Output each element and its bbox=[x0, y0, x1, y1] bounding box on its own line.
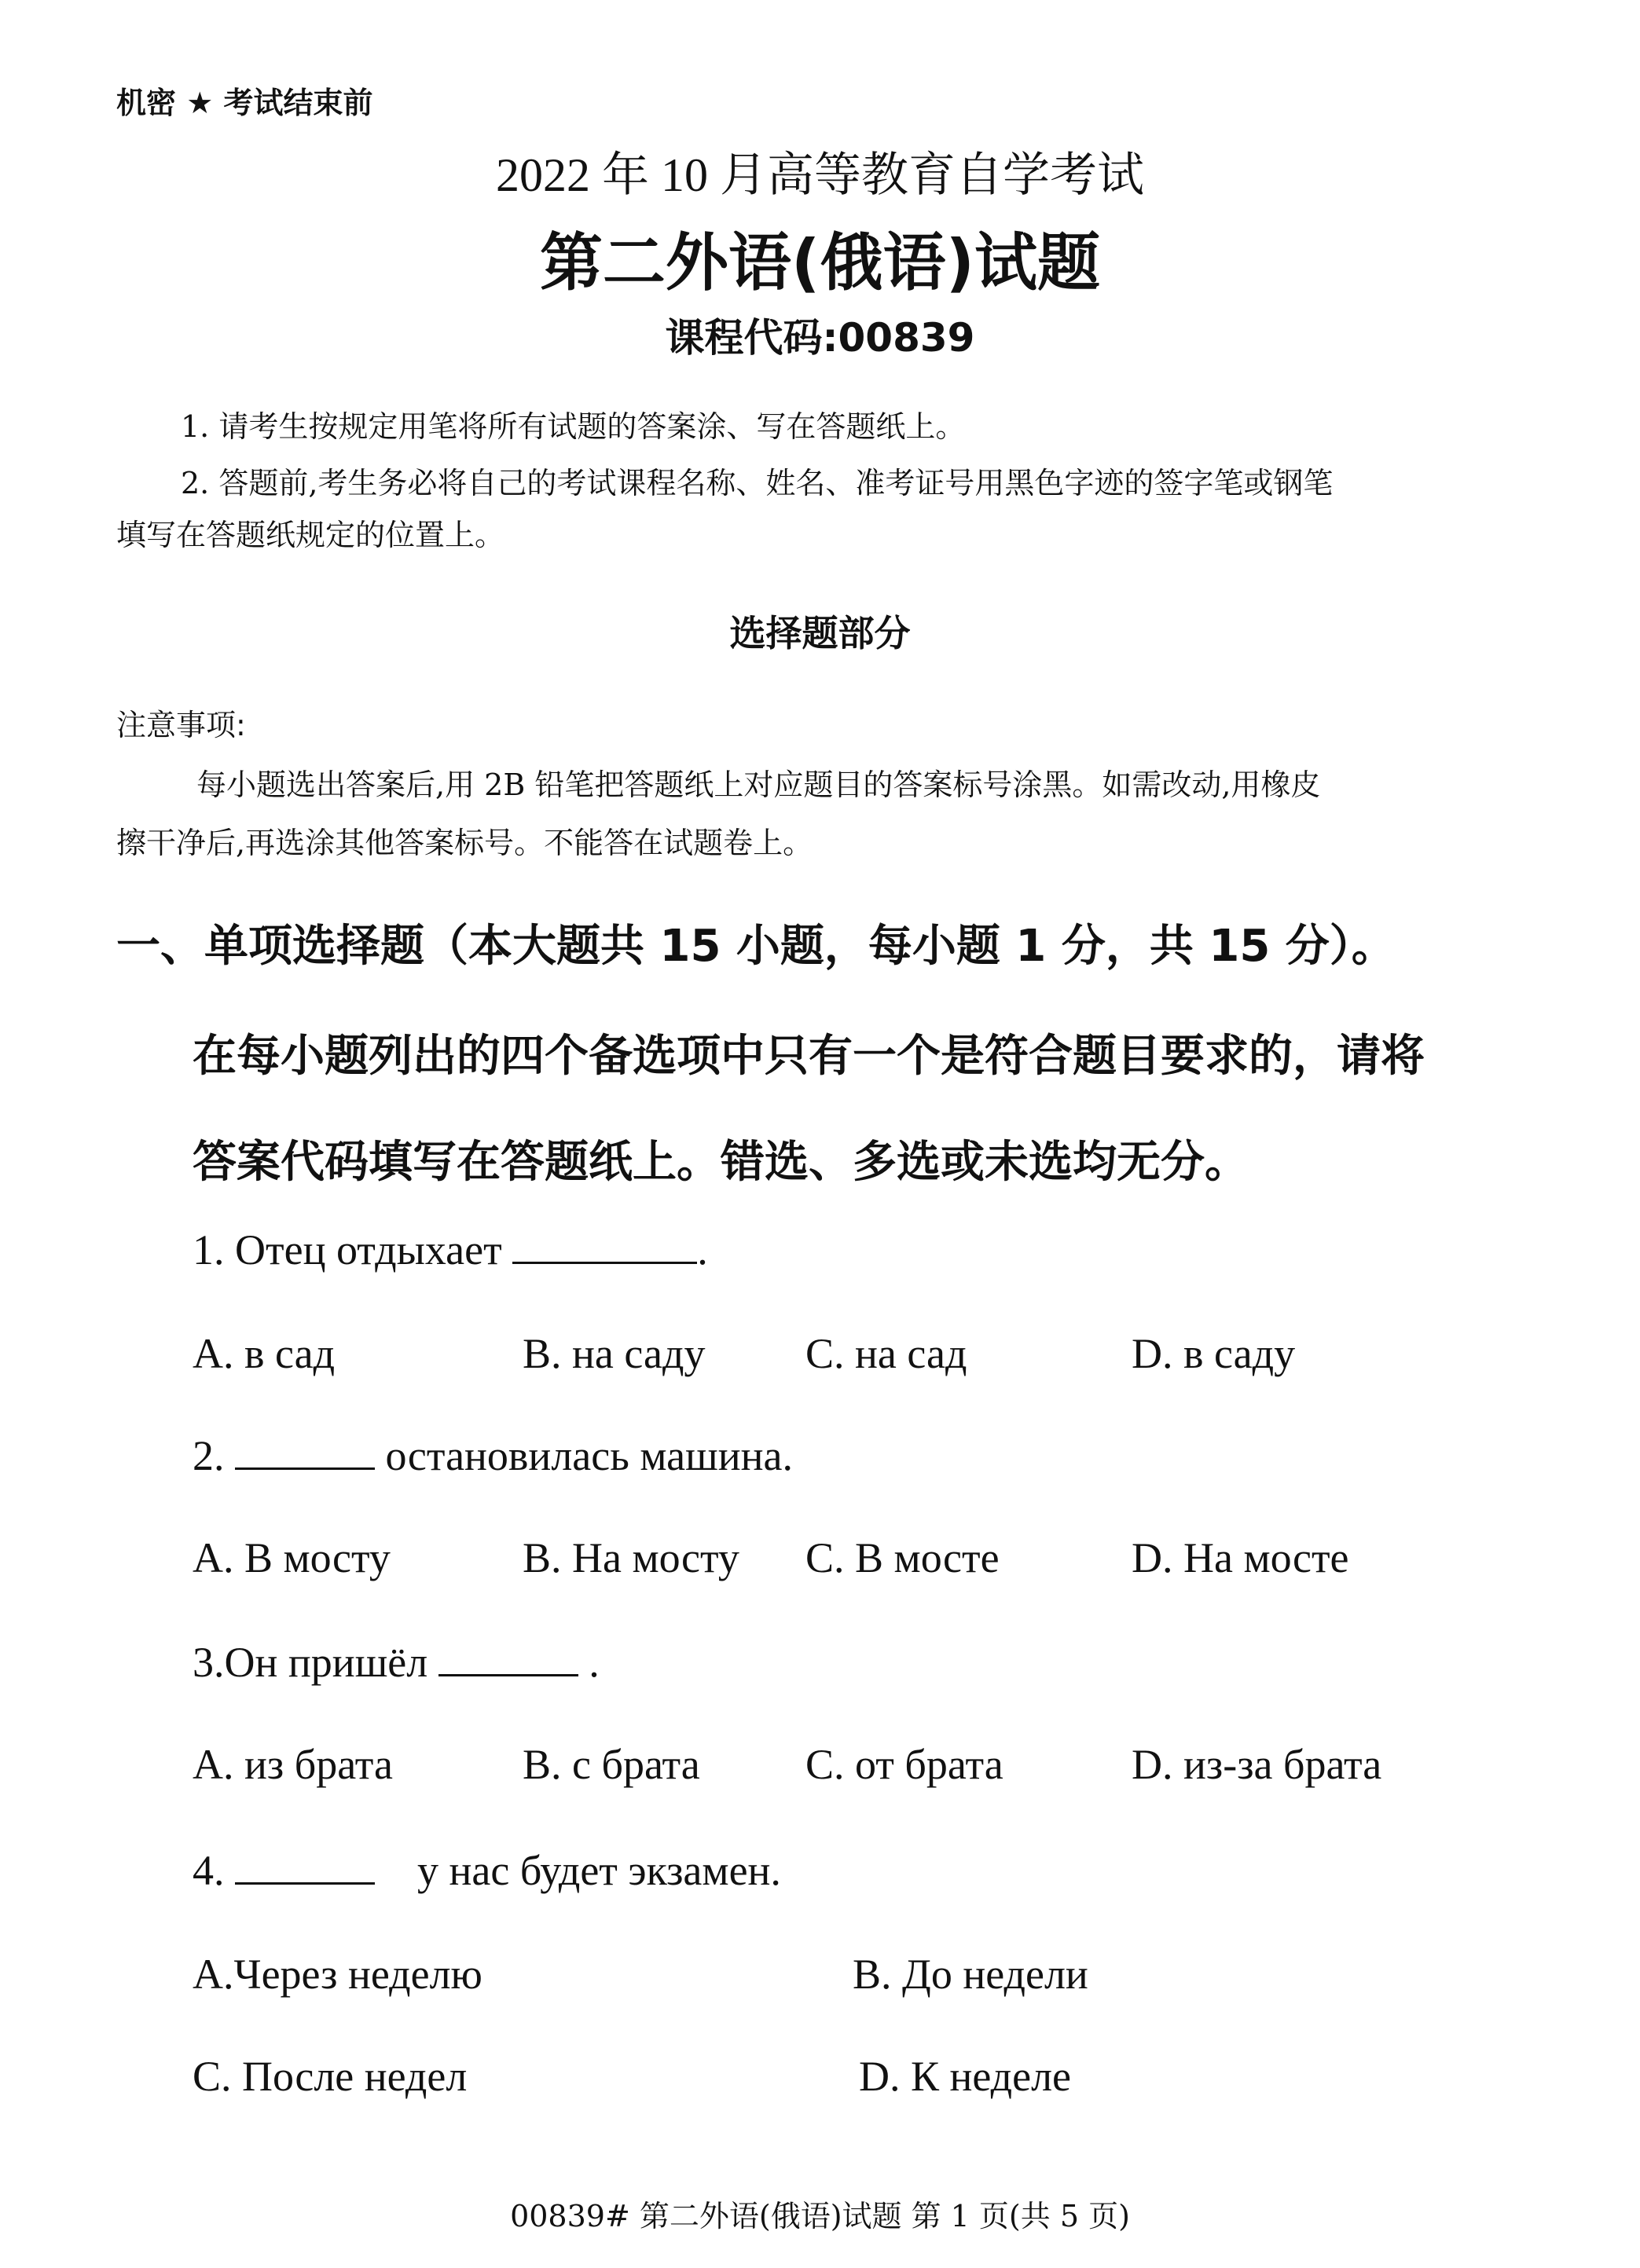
question-2-option-d: D. На мосте bbox=[1132, 1534, 1349, 1581]
question-1-option-b: B. на саду bbox=[523, 1330, 706, 1377]
question-3-prefix: 3.Он пришёл bbox=[193, 1639, 438, 1686]
question-4-option-a: A.Через неделю bbox=[193, 1951, 482, 1998]
question-1-option-c: C. на сад bbox=[805, 1330, 967, 1377]
instruction-2-line2: 填写在答题纸规定的位置上。 bbox=[116, 518, 505, 552]
question-1-stem bbox=[193, 1226, 708, 1274]
answer-blank bbox=[235, 1881, 375, 1885]
question-4-option-b: B. До недели bbox=[853, 1951, 1088, 1998]
question-4-stem bbox=[193, 1846, 781, 1895]
confidential-label: 机密 ★ 考试结束前 bbox=[116, 86, 373, 120]
question-4-prefix: 4. bbox=[193, 1847, 235, 1894]
notice-line1: 每小题选出答案后,用 2B 铅笔把答题纸上对应题目的答案标号涂黑。如需改动,用橡皮 bbox=[196, 768, 1321, 802]
instruction-1: 1. 请考生按规定用笔将所有试题的答案涂、写在答题纸上。 bbox=[181, 409, 966, 444]
part1-heading: 一、单项选择题（本大题共 15 小题，每小题 1 分，共 15 分）。 bbox=[116, 921, 1396, 972]
notice-label: 注意事项: bbox=[116, 708, 246, 742]
notice-line2: 擦干净后,再选涂其他答案标号。不能答在试题卷上。 bbox=[116, 826, 813, 860]
question-3-option-a: A. из брата bbox=[193, 1741, 393, 1788]
answer-blank bbox=[235, 1467, 375, 1470]
question-3-option-c: C. от брата bbox=[805, 1741, 1003, 1788]
page-footer: 00839# 第二外语(俄语)试题 第 1 页(共 5 页) bbox=[510, 2199, 1130, 2233]
answer-blank bbox=[512, 1261, 697, 1264]
question-1-suffix: . bbox=[697, 1226, 708, 1273]
course-code: 课程代码:00839 bbox=[665, 315, 975, 361]
question-1-option-a: A. в сад bbox=[193, 1330, 336, 1377]
question-2-option-c: C. В мосте bbox=[805, 1534, 1000, 1581]
question-1-option-d: D. в саду bbox=[1132, 1330, 1296, 1377]
part1-instruction-line2: 答案代码填写在答题纸上。错选、多选或未选均无分。 bbox=[193, 1137, 1249, 1188]
question-3-option-b: B. с брата bbox=[523, 1741, 700, 1788]
question-2-stem bbox=[193, 1431, 793, 1480]
question-1-prefix: 1. Отец отдыхает bbox=[193, 1226, 513, 1273]
question-3-stem bbox=[193, 1638, 600, 1687]
question-4-suffix: у нас будет экзамен. bbox=[375, 1847, 781, 1894]
question-3-suffix: . bbox=[578, 1639, 600, 1686]
section-title: 选择题部分 bbox=[729, 612, 911, 654]
question-2-prefix: 2. bbox=[193, 1432, 235, 1479]
question-2-option-a: A. В мосту bbox=[193, 1534, 391, 1581]
question-2-option-b: B. На мосту bbox=[523, 1534, 739, 1581]
question-4-option-c: C. После недел bbox=[193, 2053, 468, 2100]
part1-instruction-line1: 在每小题列出的四个备选项中只有一个是符合题目要求的，请将 bbox=[193, 1031, 1425, 1082]
paper-title: 第二外语(俄语)试题 bbox=[539, 226, 1101, 299]
answer-blank bbox=[438, 1673, 578, 1676]
question-3-option-d: D. из-за брата bbox=[1132, 1741, 1382, 1788]
question-4-option-d: D. К неделе bbox=[859, 2053, 1072, 2100]
question-2-suffix: остановилась машина. bbox=[375, 1432, 793, 1479]
instruction-2-line1: 2. 答题前,考生务必将自己的考试课程名称、姓名、准考证号用黑色字迹的签字笔或钢笔 bbox=[181, 466, 1334, 500]
exam-title: 2022 年 10 月高等教育自学考试 bbox=[496, 149, 1144, 201]
